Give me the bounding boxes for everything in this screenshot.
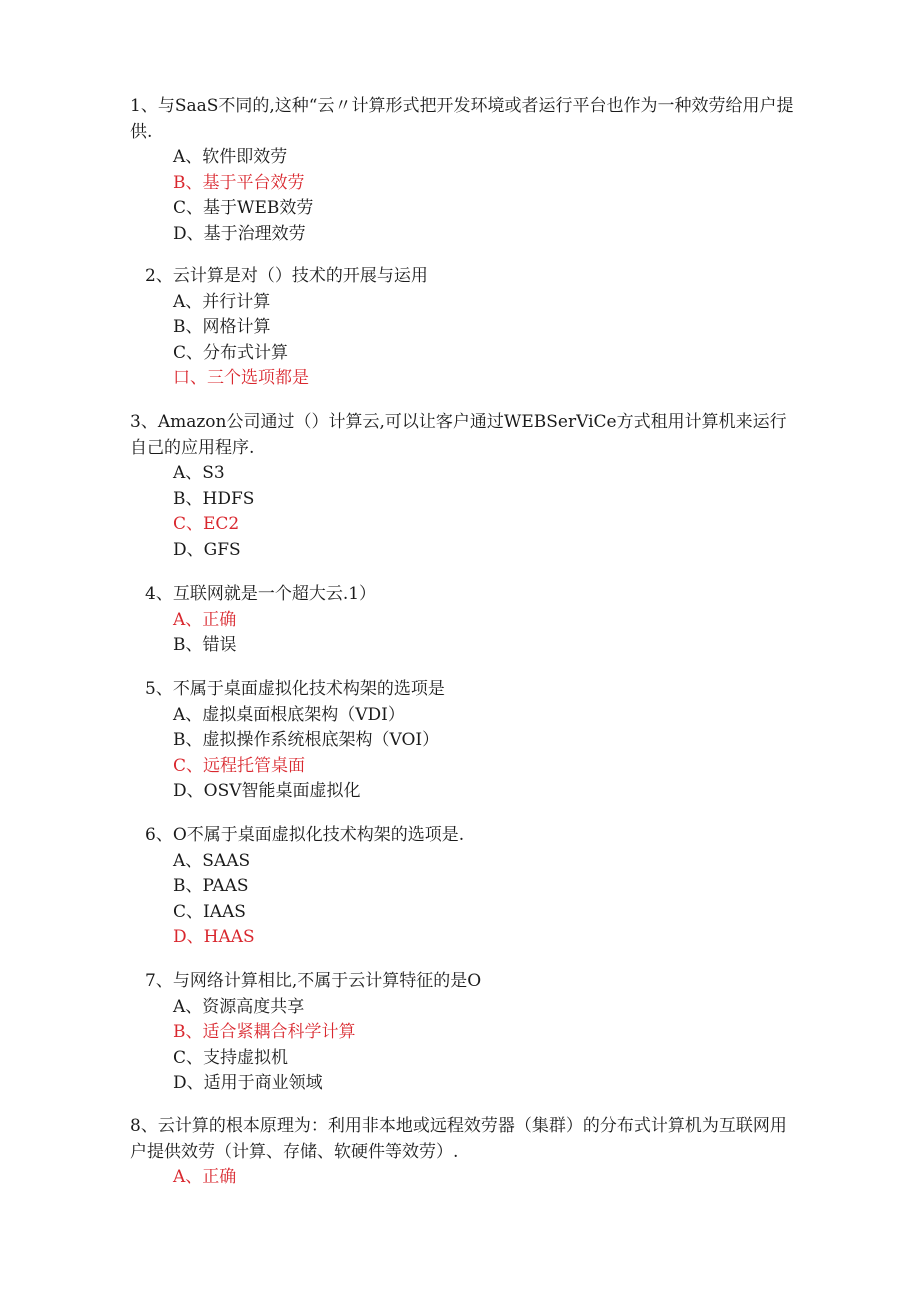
question-stem: 7、与网络计算相比,不属于云计算特征的是O xyxy=(145,971,482,991)
option-d: D、OSV智能桌面虚拟化 xyxy=(173,781,361,801)
question-2 xyxy=(0,264,920,392)
question-4 xyxy=(0,582,920,659)
option-c-correct: C、EC2 xyxy=(173,514,240,534)
option-b: B、网格计算 xyxy=(173,317,271,337)
option-a: A、虚拟桌面根底架构（VDI） xyxy=(173,704,405,725)
option-a: A、并行计算 xyxy=(173,291,271,312)
option-b: B、PAAS xyxy=(173,876,249,896)
question-7 xyxy=(0,969,920,1097)
option-c: C、基于WEB效劳 xyxy=(173,198,314,218)
option-d: D、基于治理效劳 xyxy=(173,223,306,244)
option-c: C、IAAS xyxy=(173,901,246,922)
question-stem: 4、互联网就是一个超大云.1） xyxy=(145,584,377,604)
option-a: A、SAAS xyxy=(173,850,251,871)
question-stem: 2、云计算是对（）技术的开展与运用 xyxy=(145,266,428,286)
option-c: C、支持虚拟机 xyxy=(173,1047,289,1068)
question-stem: 6、O不属于桌面虚拟化技术构架的选项是. xyxy=(145,825,465,845)
option-d: D、GFS xyxy=(173,539,241,560)
option-b-correct: B、适合紧耦合科学计算 xyxy=(173,1022,356,1042)
question-stem: 1、与SaaS不同的,这种“云〃计算形式把开发环境或者运行平台也作为一种效劳给用户提供. xyxy=(130,96,794,142)
option-b: B、HDFS xyxy=(173,488,255,509)
option-b: B、虚拟操作系统根底架构（VOI） xyxy=(173,730,440,750)
question-stem: 8、云计算的根本原理为：利用非本地或远程效劳器（集群）的分布式计算机为互联网用户提供效劳（计算、存储、软硬件等效劳）. xyxy=(130,1116,787,1162)
question-5 xyxy=(0,677,920,805)
option-d: D、适用于商业领域 xyxy=(173,1073,323,1093)
option-d-correct: 口、三个选项都是 xyxy=(173,368,309,388)
option-c-correct: C、远程托管桌面 xyxy=(173,755,306,776)
option-a-correct: A、正确 xyxy=(173,1167,237,1187)
question-stem: 3、Amazon公司通过（）计算云,可以让客户通过WEBSerViCe方式租用计算机来运行自己的应用程序. xyxy=(130,412,787,458)
option-d-correct: D、HAAS xyxy=(173,927,255,947)
option-a: A、S3 xyxy=(173,463,225,483)
option-c: C、分布式计算 xyxy=(173,342,289,363)
question-6 xyxy=(0,823,920,951)
option-a: A、软件即效劳 xyxy=(173,147,288,167)
question-3 xyxy=(0,410,920,563)
option-b-correct: B、基于平台效劳 xyxy=(173,172,305,193)
option-b: B、错误 xyxy=(173,635,237,655)
question-1 xyxy=(0,94,920,247)
option-a: A、资源高度共享 xyxy=(173,996,305,1017)
question-8 xyxy=(0,1114,920,1191)
question-stem: 5、不属于桌面虚拟化技术构架的选项是 xyxy=(145,679,445,699)
option-a-correct: A、正确 xyxy=(173,609,237,630)
